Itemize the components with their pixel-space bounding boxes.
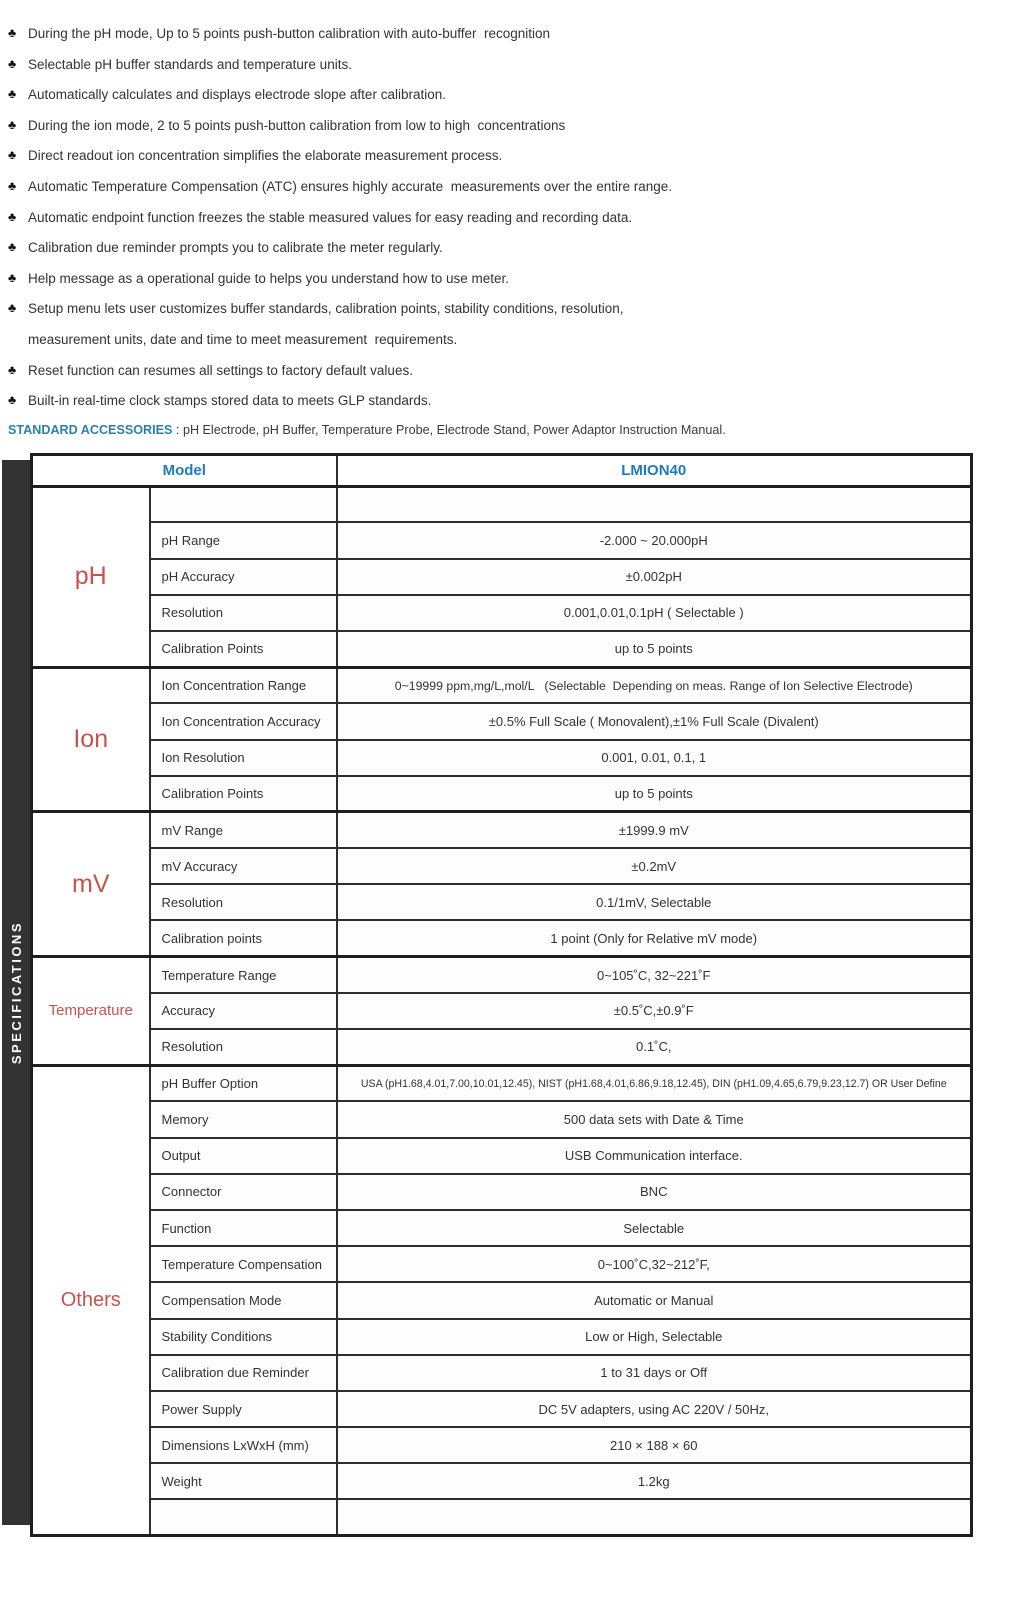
spec-label: Temperature Range [150, 957, 337, 993]
table-row [32, 1282, 972, 1318]
table-header-row [32, 454, 972, 486]
spec-value: ±0.002pH [337, 559, 972, 595]
feature-text: During the ion mode, 2 to 5 points push-button calibration from low to high concentrations [28, 117, 566, 133]
spec-value: ±1999.9 mV [337, 812, 972, 848]
table-row [32, 1427, 972, 1463]
specifications-section [2, 453, 973, 1537]
table-row [32, 1174, 972, 1210]
spec-label: Output [150, 1138, 337, 1174]
spec-value: 1 to 31 days or Off [337, 1355, 972, 1391]
feature-text: measurement units, date and time to meet measurement requirements. [28, 331, 458, 347]
spec-value: 0.001, 0.01, 0.1, 1 [337, 740, 972, 776]
spec-value: USA (pH1.68,4.01,7.00,10.01,12.45), NIST (pH1.68,4.01,6.86,9.18,12.45), DIN (pH1.09,4.65,6.79,9.23,12.7) OR User Define [337, 1065, 972, 1101]
feature-text: During the pH mode, Up to 5 points push-button calibration with auto-buffer recognition [28, 26, 551, 41]
group-label-ph: pH [32, 486, 150, 667]
spec-value: 0.1/1mV, Selectable [337, 884, 972, 920]
spec-value: 1 point (Only for Relative mV mode) [337, 920, 972, 956]
spec-value: Selectable [337, 1210, 972, 1246]
club-bullet-icon: ♣ [8, 393, 17, 408]
spec-value: 0~100˚C,32~212˚F, [337, 1246, 972, 1282]
spec-label: mV Range [150, 812, 337, 848]
spec-value: Low or High, Selectable [337, 1319, 972, 1355]
spec-value: 500 data sets with Date & Time [337, 1101, 972, 1137]
table-row [32, 1138, 972, 1174]
spec-value: BNC [337, 1174, 972, 1210]
spec-value: USB Communication interface. [337, 1138, 972, 1174]
spec-label: pH Buffer Option [150, 1065, 337, 1101]
spec-label: Weight [150, 1463, 337, 1499]
feature-item [8, 391, 1010, 410]
spec-value: ±0.5% Full Scale ( Monovalent),±1% Full Scale (Divalent) [337, 703, 972, 739]
feature-item [8, 24, 1010, 43]
spec-value [337, 486, 972, 522]
table-row [32, 812, 972, 848]
group-label-temperature: Temperature [32, 957, 150, 1066]
spec-value: ±0.5˚C,±0.9˚F [337, 993, 972, 1029]
feature-text: Automatic Temperature Compensation (ATC) ensures highly accurate measurements over the entire range. [28, 178, 673, 194]
spec-label: Stability Conditions [150, 1319, 337, 1355]
spec-label: Ion Concentration Accuracy [150, 703, 337, 739]
feature-item [8, 208, 1010, 227]
spec-label: Resolution [150, 884, 337, 920]
feature-item [8, 55, 1010, 74]
spec-label: Calibration due Reminder [150, 1355, 337, 1391]
spec-label: Resolution [150, 595, 337, 631]
spec-label: Accuracy [150, 993, 337, 1029]
spec-label: Ion Resolution [150, 740, 337, 776]
feature-text: Built-in real-time clock stamps stored data to meets GLP standards. [28, 393, 432, 409]
spec-value: 0.001,0.01,0.1pH ( Selectable ) [337, 595, 972, 631]
spec-label: Calibration points [150, 920, 337, 956]
feature-item-continuation [8, 330, 1010, 349]
spec-value: 1.2kg [337, 1463, 972, 1499]
table-row [32, 1246, 972, 1282]
spec-label: Connector [150, 1174, 337, 1210]
specifications-table [30, 453, 973, 1537]
model-value-cell: LMION40 [337, 454, 972, 486]
feature-item [8, 299, 1010, 318]
club-bullet-icon: ♣ [8, 56, 17, 71]
table-row [32, 776, 972, 812]
spec-label: Power Supply [150, 1391, 337, 1427]
feature-item [8, 146, 1010, 165]
accessories-separator: : [172, 422, 183, 437]
table-row [32, 522, 972, 558]
feature-item [8, 238, 1010, 257]
club-bullet-icon: ♣ [8, 148, 17, 163]
feature-bullet-list [0, 0, 1024, 410]
spec-value [337, 1499, 972, 1535]
table-row [32, 1101, 972, 1137]
spec-value: 0~19999 ppm,mg/L,mol/L (Selectable Depending on meas. Range of Ion Selective Electrode) [337, 667, 972, 703]
specifications-sidebar [2, 460, 30, 1525]
feature-text: Calibration due reminder prompts you to calibrate the meter regularly. [28, 240, 443, 256]
feature-text: Help message as a operational guide to helps you understand how to use meter. [28, 270, 510, 286]
club-bullet-icon: ♣ [8, 301, 17, 316]
group-label-ion: Ion [32, 667, 150, 812]
table-row [32, 1029, 972, 1065]
spec-label: Resolution [150, 1029, 337, 1065]
spec-label: Compensation Mode [150, 1282, 337, 1318]
table-row [32, 1355, 972, 1391]
spec-label: Calibration Points [150, 631, 337, 667]
table-row [32, 884, 972, 920]
standard-accessories-text: pH Electrode, pH Buffer, Temperature Probe, Electrode Stand, Power Adaptor Instruction Manual. [182, 422, 726, 437]
spec-label: Calibration Points [150, 776, 337, 812]
feature-text: Setup menu lets user customizes buffer standards, calibration points, stability conditions, resolution, [28, 301, 624, 317]
feature-text: Selectable pH buffer standards and temperature units. [28, 56, 352, 72]
club-bullet-icon: ♣ [8, 178, 17, 193]
feature-text: Direct readout ion concentration simplifies the elaborate measurement process. [28, 148, 503, 164]
model-header-cell: Model [32, 454, 337, 486]
table-row [32, 486, 972, 522]
feature-item [8, 361, 1010, 380]
spec-value: Automatic or Manual [337, 1282, 972, 1318]
standard-accessories-line [0, 422, 1024, 439]
spec-label: Function [150, 1210, 337, 1246]
spec-value: DC 5V adapters, using AC 220V / 50Hz, [337, 1391, 972, 1427]
feature-item [8, 116, 1010, 135]
table-row [32, 595, 972, 631]
table-row [32, 703, 972, 739]
club-bullet-icon: ♣ [8, 26, 17, 40]
table-row [32, 1065, 972, 1101]
club-bullet-icon: ♣ [8, 87, 17, 102]
spec-label: pH Range [150, 522, 337, 558]
club-bullet-icon: ♣ [8, 362, 17, 377]
table-row [32, 1463, 972, 1499]
group-label-mv: mV [32, 812, 150, 957]
table-row [32, 993, 972, 1029]
spec-label [150, 486, 337, 522]
spec-value: up to 5 points [337, 776, 972, 812]
table-row [32, 848, 972, 884]
table-row [32, 1319, 972, 1355]
club-bullet-icon: ♣ [8, 209, 17, 224]
spec-value: ±0.2mV [337, 848, 972, 884]
table-row [32, 1210, 972, 1246]
feature-item [8, 85, 1010, 104]
feature-text: Automatically calculates and displays electrode slope after calibration. [28, 87, 446, 103]
spec-label: Temperature Compensation [150, 1246, 337, 1282]
spec-value: 210 × 188 × 60 [337, 1427, 972, 1463]
feature-item [8, 177, 1010, 196]
spec-label: Memory [150, 1101, 337, 1137]
table-row [32, 1391, 972, 1427]
table-row [32, 920, 972, 956]
feature-text: Automatic endpoint function freezes the stable measured values for easy reading and recording data. [28, 209, 633, 225]
table-row [32, 740, 972, 776]
spec-label: pH Accuracy [150, 559, 337, 595]
spec-label: Dimensions LxWxH (mm) [150, 1427, 337, 1463]
spec-label: Ion Concentration Range [150, 667, 337, 703]
spec-label: mV Accuracy [150, 848, 337, 884]
table-row [32, 559, 972, 595]
spec-label [150, 1499, 337, 1535]
feature-text: Reset function can resumes all settings to factory default values. [28, 362, 413, 378]
club-bullet-icon: ♣ [8, 117, 17, 132]
specifications-vertical-label: SPECIFICATIONS [8, 920, 24, 1064]
spec-value: 0.1˚C, [337, 1029, 972, 1065]
spec-value: up to 5 points [337, 631, 972, 667]
table-row [32, 667, 972, 703]
spec-value: 0~105˚C, 32~221˚F [337, 957, 972, 993]
feature-item [8, 269, 1010, 288]
table-row [32, 631, 972, 667]
spec-value: -2.000 ~ 20.000pH [337, 522, 972, 558]
club-bullet-icon: ♣ [8, 240, 17, 255]
group-label-others: Others [32, 1065, 150, 1535]
table-row [32, 957, 972, 993]
standard-accessories-label: STANDARD ACCESSORIES [8, 422, 173, 437]
club-bullet-icon: ♣ [8, 270, 17, 285]
table-row [32, 1499, 972, 1535]
